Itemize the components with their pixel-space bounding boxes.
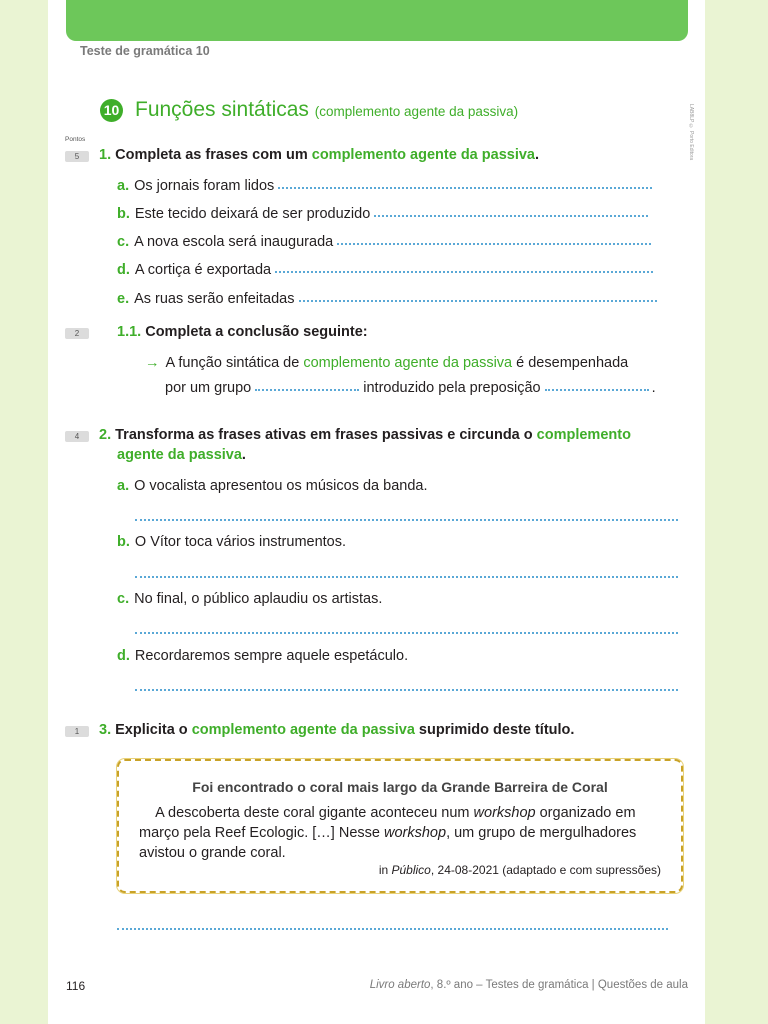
item-text: Este tecido deixará de ser produzido	[134, 206, 371, 222]
question-2	[99, 427, 631, 443]
question-text: Completa a conclusão seguinte:	[145, 324, 368, 340]
item-letter: d.	[117, 262, 130, 278]
source-text: , 24-08-2021 (adaptado e com supressões)	[430, 863, 661, 877]
question-number: 3.	[99, 722, 112, 738]
answer-line[interactable]	[299, 300, 657, 302]
header-title: Teste de gramática 10	[80, 44, 210, 58]
answer-line[interactable]	[275, 271, 653, 273]
question-3	[99, 722, 574, 738]
answer-line[interactable]	[135, 519, 678, 521]
side-note: LAB8LP © Porto Editora	[688, 104, 694, 161]
question-text-end: suprimido deste título.	[414, 722, 575, 738]
answer-line[interactable]	[337, 243, 651, 245]
top-banner	[66, 0, 688, 41]
quote-emphasis: workshop	[473, 805, 536, 821]
question-text: Transforma as frases ativas em frases passivas e circunda o	[115, 427, 537, 443]
section-title	[135, 98, 518, 122]
q2-item	[117, 534, 346, 550]
item-text: Os jornais foram lidos	[134, 178, 275, 194]
news-quote-box	[117, 759, 683, 893]
answer-line[interactable]	[278, 187, 652, 189]
q1-item	[117, 262, 653, 278]
quote-text: , um grupo de mergulhadores avistou o grande coral.	[139, 825, 637, 861]
points-badge-q2: 4	[65, 431, 89, 442]
q1-item	[117, 234, 651, 250]
quote-title: Foi encontrado o coral mais largo da Grande Barreira de Coral	[192, 779, 608, 795]
q1-item	[117, 206, 648, 222]
question-1-1	[117, 324, 368, 340]
conclusion-text: A função sintática de	[165, 355, 304, 371]
question-text: Explicita o	[115, 722, 192, 738]
item-letter: b.	[117, 534, 130, 550]
quote-text: A descoberta deste coral gigante aconteceu num	[155, 805, 474, 821]
q2-item	[117, 591, 382, 607]
conclusion-line-2	[165, 380, 656, 396]
item-letter: a.	[117, 478, 130, 494]
footer-book-info	[370, 979, 688, 991]
item-letter: a.	[117, 178, 130, 194]
question-text-end: .	[241, 447, 246, 463]
question-text: Completa as frases com um	[115, 147, 312, 163]
section-number-badge: 10	[100, 99, 123, 122]
conclusion-text-end: é desempenhada	[512, 355, 629, 371]
conclusion-text: introduzido pela preposição	[363, 380, 541, 396]
question-number: 1.	[99, 147, 112, 163]
item-text: Recordaremos sempre aquele espetáculo.	[134, 648, 409, 664]
answer-line[interactable]	[135, 689, 678, 691]
question-highlight: complemento	[536, 427, 631, 443]
points-label: Pontos	[65, 136, 86, 143]
arrow-right-icon: →	[145, 355, 160, 371]
answer-line[interactable]	[117, 928, 668, 930]
item-text: O vocalista apresentou os músicos da banda.	[134, 478, 428, 494]
item-text: A nova escola será inaugurada	[134, 234, 334, 250]
section-subtitle: (complemento agente da passiva)	[314, 104, 519, 119]
question-number: 2.	[99, 427, 112, 443]
points-badge-q11: 2	[65, 328, 89, 339]
points-badge-q3: 1	[65, 726, 89, 737]
q1-item	[117, 178, 652, 194]
conclusion-text: por um grupo	[165, 380, 252, 396]
question-2-cont	[117, 447, 246, 463]
item-text: As ruas serão enfeitadas	[134, 291, 295, 307]
q2-item	[117, 478, 428, 494]
answer-line[interactable]	[374, 215, 648, 217]
question-highlight: agente da passiva	[117, 447, 242, 463]
section-title-text: Funções sintáticas	[135, 98, 309, 121]
source-publication: Público	[391, 863, 431, 877]
question-highlight: complemento agente da passiva	[191, 722, 415, 738]
item-text: O Vítor toca vários instrumentos.	[134, 534, 347, 550]
worksheet-page	[48, 0, 705, 1024]
question-number: 1.1.	[117, 324, 142, 340]
page-number: 116	[66, 979, 86, 993]
item-text: A cortiça é exportada	[134, 262, 272, 278]
conclusion-highlight: complemento agente da passiva	[303, 355, 513, 371]
q2-item	[117, 648, 408, 664]
question-text-end: .	[534, 147, 540, 163]
question-1	[99, 147, 539, 163]
quote-text: organizado em março pela Reef Ecologic. […] Nesse	[139, 805, 636, 841]
conclusion-line-1	[145, 355, 628, 371]
q1-item	[117, 291, 657, 307]
quote-body	[139, 803, 669, 863]
item-letter: d.	[117, 648, 130, 664]
book-title: Livro aberto	[369, 979, 431, 991]
answer-line[interactable]	[135, 632, 678, 634]
answer-line[interactable]	[135, 576, 678, 578]
quote-source	[379, 863, 661, 877]
item-text: No final, o público aplaudiu os artistas.	[134, 591, 383, 607]
points-badge-q1: 5	[65, 151, 89, 162]
source-text: in	[378, 863, 392, 877]
item-letter: b.	[117, 206, 130, 222]
item-letter: c.	[117, 234, 130, 250]
book-details: , 8.º ano – Testes de gramática | Questões de aula	[430, 979, 688, 991]
answer-blank[interactable]	[545, 389, 649, 391]
quote-emphasis: workshop	[384, 825, 447, 841]
conclusion-end: .	[651, 380, 656, 396]
item-letter: e.	[117, 291, 130, 307]
item-letter: c.	[117, 591, 130, 607]
answer-blank[interactable]	[255, 389, 359, 391]
question-highlight: complemento agente da passiva	[311, 147, 535, 163]
